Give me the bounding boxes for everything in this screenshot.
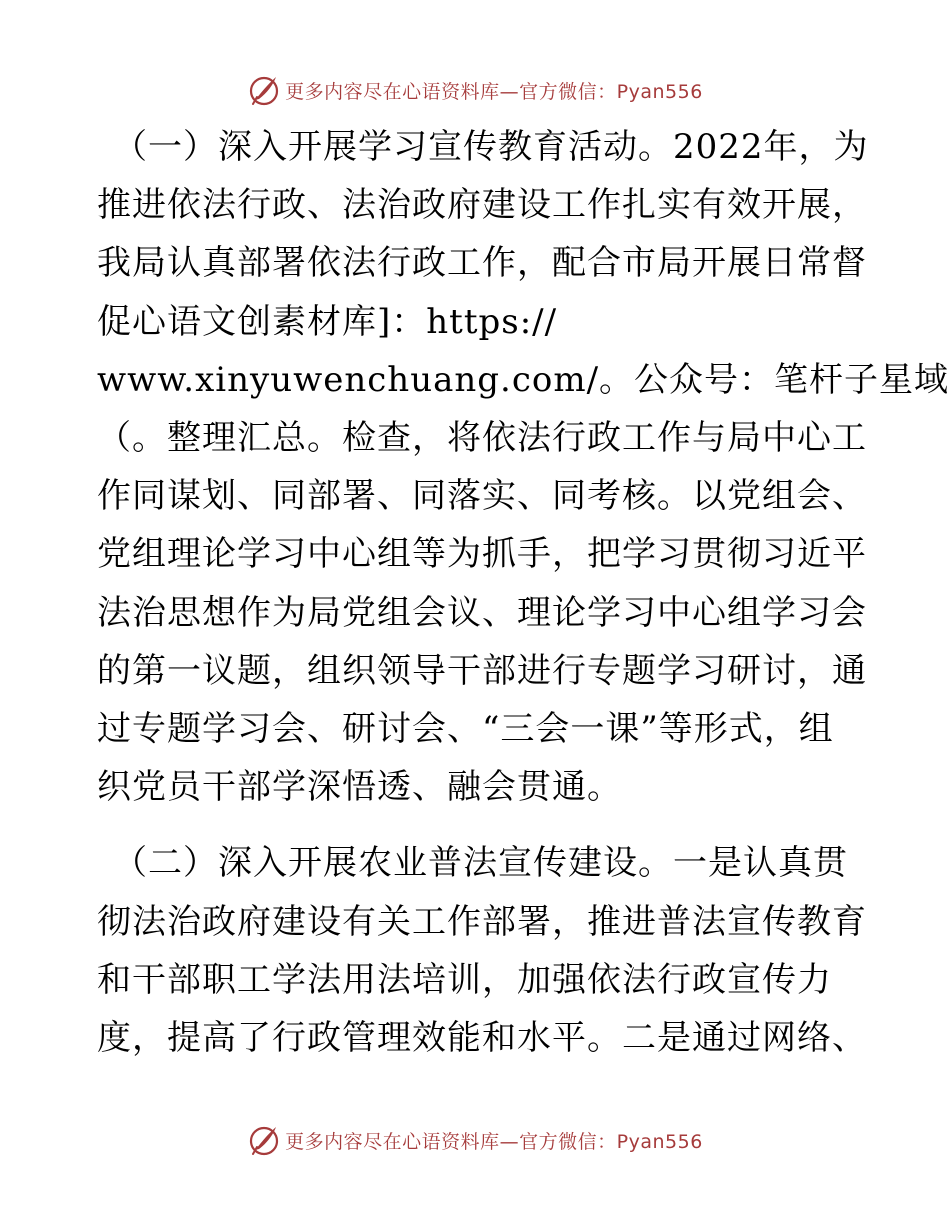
paragraph-2 (97, 834, 867, 1067)
header-banner-text: 更多内容尽在心语资料库—官方微信：Pyan556 (285, 80, 703, 103)
quill-logo-icon (247, 73, 281, 107)
text-line: 法治思想作为局党组会议、理论学习中心组学习会 (97, 592, 867, 633)
header-watermark-banner (0, 68, 950, 112)
text-line: 作同谋划、同部署、同落实、同考核。以党组会、 (97, 476, 867, 517)
text-line: 的第一议题，组织领导干部进行专题学习研讨，通 (97, 650, 867, 691)
text-line: 织党员干部学深悟透、融会贯通。 (97, 767, 622, 808)
text-line: 推进依法行政、法治政府建设工作扎实有效开展， (97, 185, 867, 226)
footer-banner-text: 更多内容尽在心语资料库—官方微信：Pyan556 (285, 1130, 703, 1153)
paragraph-1 (97, 118, 950, 816)
text-line: 促心语文创素材库]：https:// (97, 301, 558, 342)
text-line: 度，提高了行政管理效能和水平。二是通过网络、 (97, 1018, 867, 1059)
text-line: （一）深入开展学习宣传教育活动。2022年，为 (113, 127, 869, 167)
text-line: www.xinyuwenchuang.com/。公众号：笔杆子星域 (97, 359, 950, 400)
footer-watermark-banner (0, 1118, 950, 1162)
text-line: 彻法治政府建设有关工作部署，推进普法宣传教育 (97, 901, 867, 942)
text-line: 我局认真部署依法行政工作，配合市局开展日常督 (97, 243, 867, 284)
text-line: 和干部职工学法用法培训，加强依法行政宣传力 (97, 959, 832, 1000)
quill-logo-icon (247, 1123, 281, 1157)
document-body (97, 118, 950, 1067)
text-line: （。整理汇总。检查，将依法行政工作与局中心工 (97, 418, 867, 459)
text-line: （二）深入开展农业普法宣传建设。一是认真贯 (113, 843, 848, 884)
text-line: 党组理论学习中心组等为抓手，把学习贯彻习近平 (97, 534, 867, 575)
text-line: 过专题学习会、研讨会、“三会一课”等形式，组 (97, 709, 834, 750)
